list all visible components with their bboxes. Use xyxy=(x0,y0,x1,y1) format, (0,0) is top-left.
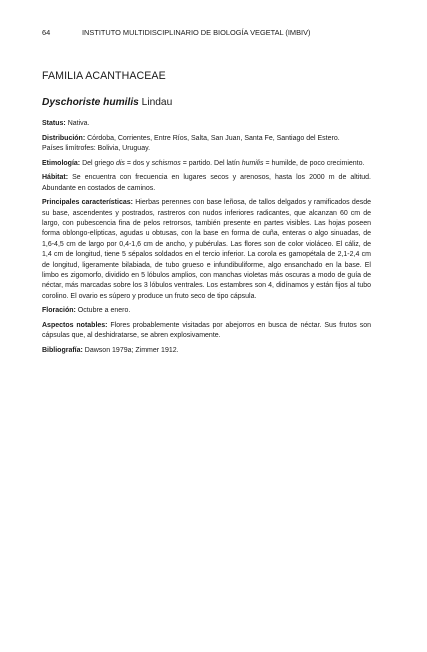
habitat-text: Se encuentra con frecuencia en lugares secos y arenosos, hasta los 2000 m de altitud. Abundante en costados de caminos. xyxy=(42,174,371,192)
etymology-word-humilis: humilis xyxy=(241,159,264,167)
distribution-label: Distribución: xyxy=(42,134,86,142)
etymology-text-3: = partido. Del latín xyxy=(182,159,240,167)
bibliography-label: Bibliografía: xyxy=(42,347,83,355)
distribution-entry xyxy=(42,134,371,155)
habitat-label: Hábitat: xyxy=(42,174,69,182)
notable-aspects-label: Aspectos notables: xyxy=(42,322,108,330)
bibliography-text: Dawson 1979a; Zimmer 1912. xyxy=(84,347,179,355)
characteristics-text: Hierbas perennes con base leñosa, de tallos delgados y ramificados desde su base, ascendentes y postrados, rastreros con nudos inferiores radicantes, que alcanzan 60 cm de largo, con pubescencia fina de pelos retrorsos, también presente en partes visibles. Las hojas poseen forma oblongo-elípticas, agudas u obtusas, con la base en forma de cuña, enteras o algo sinuadas, de 1,6-4,5 cm de largo por 0,4-1,6 cm de ancho, y pubérulas. Las flores son de color violáceo. El cáliz, de 1,4 cm de longitud, tiene 5 sépalos soldados en el tercio inferior. La corola es gamopétala de 2,1-2,4 cm de longitud, ligeramente bilabiada, de tubo grueso e infundibuliforme, algo ensanchado en la base. El limbo es zigomorfo, dividido en 5 lóbulos amplios, con manchas violetas más oscuras a modo de guía de néctar, más marcadas sobre los 3 lóbulos ventrales. Los estambres son 4, didínamos y están fijos al tubo corolino. El ovario es súpero y produce un fruto seco de tipo cápsula. xyxy=(42,199,372,300)
scientific-name: Dyschoriste humilis xyxy=(42,97,139,108)
etymology-word-dis: dis xyxy=(115,159,125,167)
notable-aspects-entry xyxy=(42,321,371,342)
etymology-text-4: = humilde, de poco crecimiento. xyxy=(265,159,365,167)
flowering-entry xyxy=(42,306,371,316)
running-header xyxy=(42,27,392,39)
habitat-entry xyxy=(42,173,371,194)
etymology-word-schismos: schismos xyxy=(151,159,181,167)
species-heading xyxy=(42,96,172,109)
status-entry xyxy=(42,119,371,129)
family-heading: FAMILIA ACANTHACEAE xyxy=(42,70,166,82)
running-title: INSTITUTO MULTIDISCIPLINARIO DE BIOLOGÍA VEGETAL (IMBIV) xyxy=(82,28,311,37)
etymology-text-1: Del griego xyxy=(82,159,114,167)
species-author: Lindau xyxy=(141,97,173,108)
characteristics-label: Principales características: xyxy=(42,199,133,207)
etymology-text-2: = dos y xyxy=(126,159,150,167)
etymology-entry xyxy=(42,159,371,169)
page-number: 64 xyxy=(42,28,51,37)
species-description xyxy=(42,119,371,361)
bibliography-entry xyxy=(42,346,371,356)
notable-aspects-text: Flores probablemente visitadas por abejorros en busca de néctar. Sus frutos son cápsulas que, al deshidratarse, se abren explosivamente. xyxy=(42,322,371,340)
flowering-label: Floración: xyxy=(42,307,76,315)
distribution-text: Córdoba, Corrientes, Entre Ríos, Salta, San Juan, Santa Fe, Santiago del Estero. xyxy=(87,134,340,142)
etymology-label: Etimología: xyxy=(42,159,81,167)
status-label: Status: xyxy=(42,120,66,127)
flowering-text: Octubre a enero. xyxy=(77,307,131,315)
characteristics-entry xyxy=(42,198,371,302)
neighboring-countries: Países limítrofes: Bolivia, Uruguay. xyxy=(42,145,151,152)
status-text: Nativa. xyxy=(67,120,90,127)
